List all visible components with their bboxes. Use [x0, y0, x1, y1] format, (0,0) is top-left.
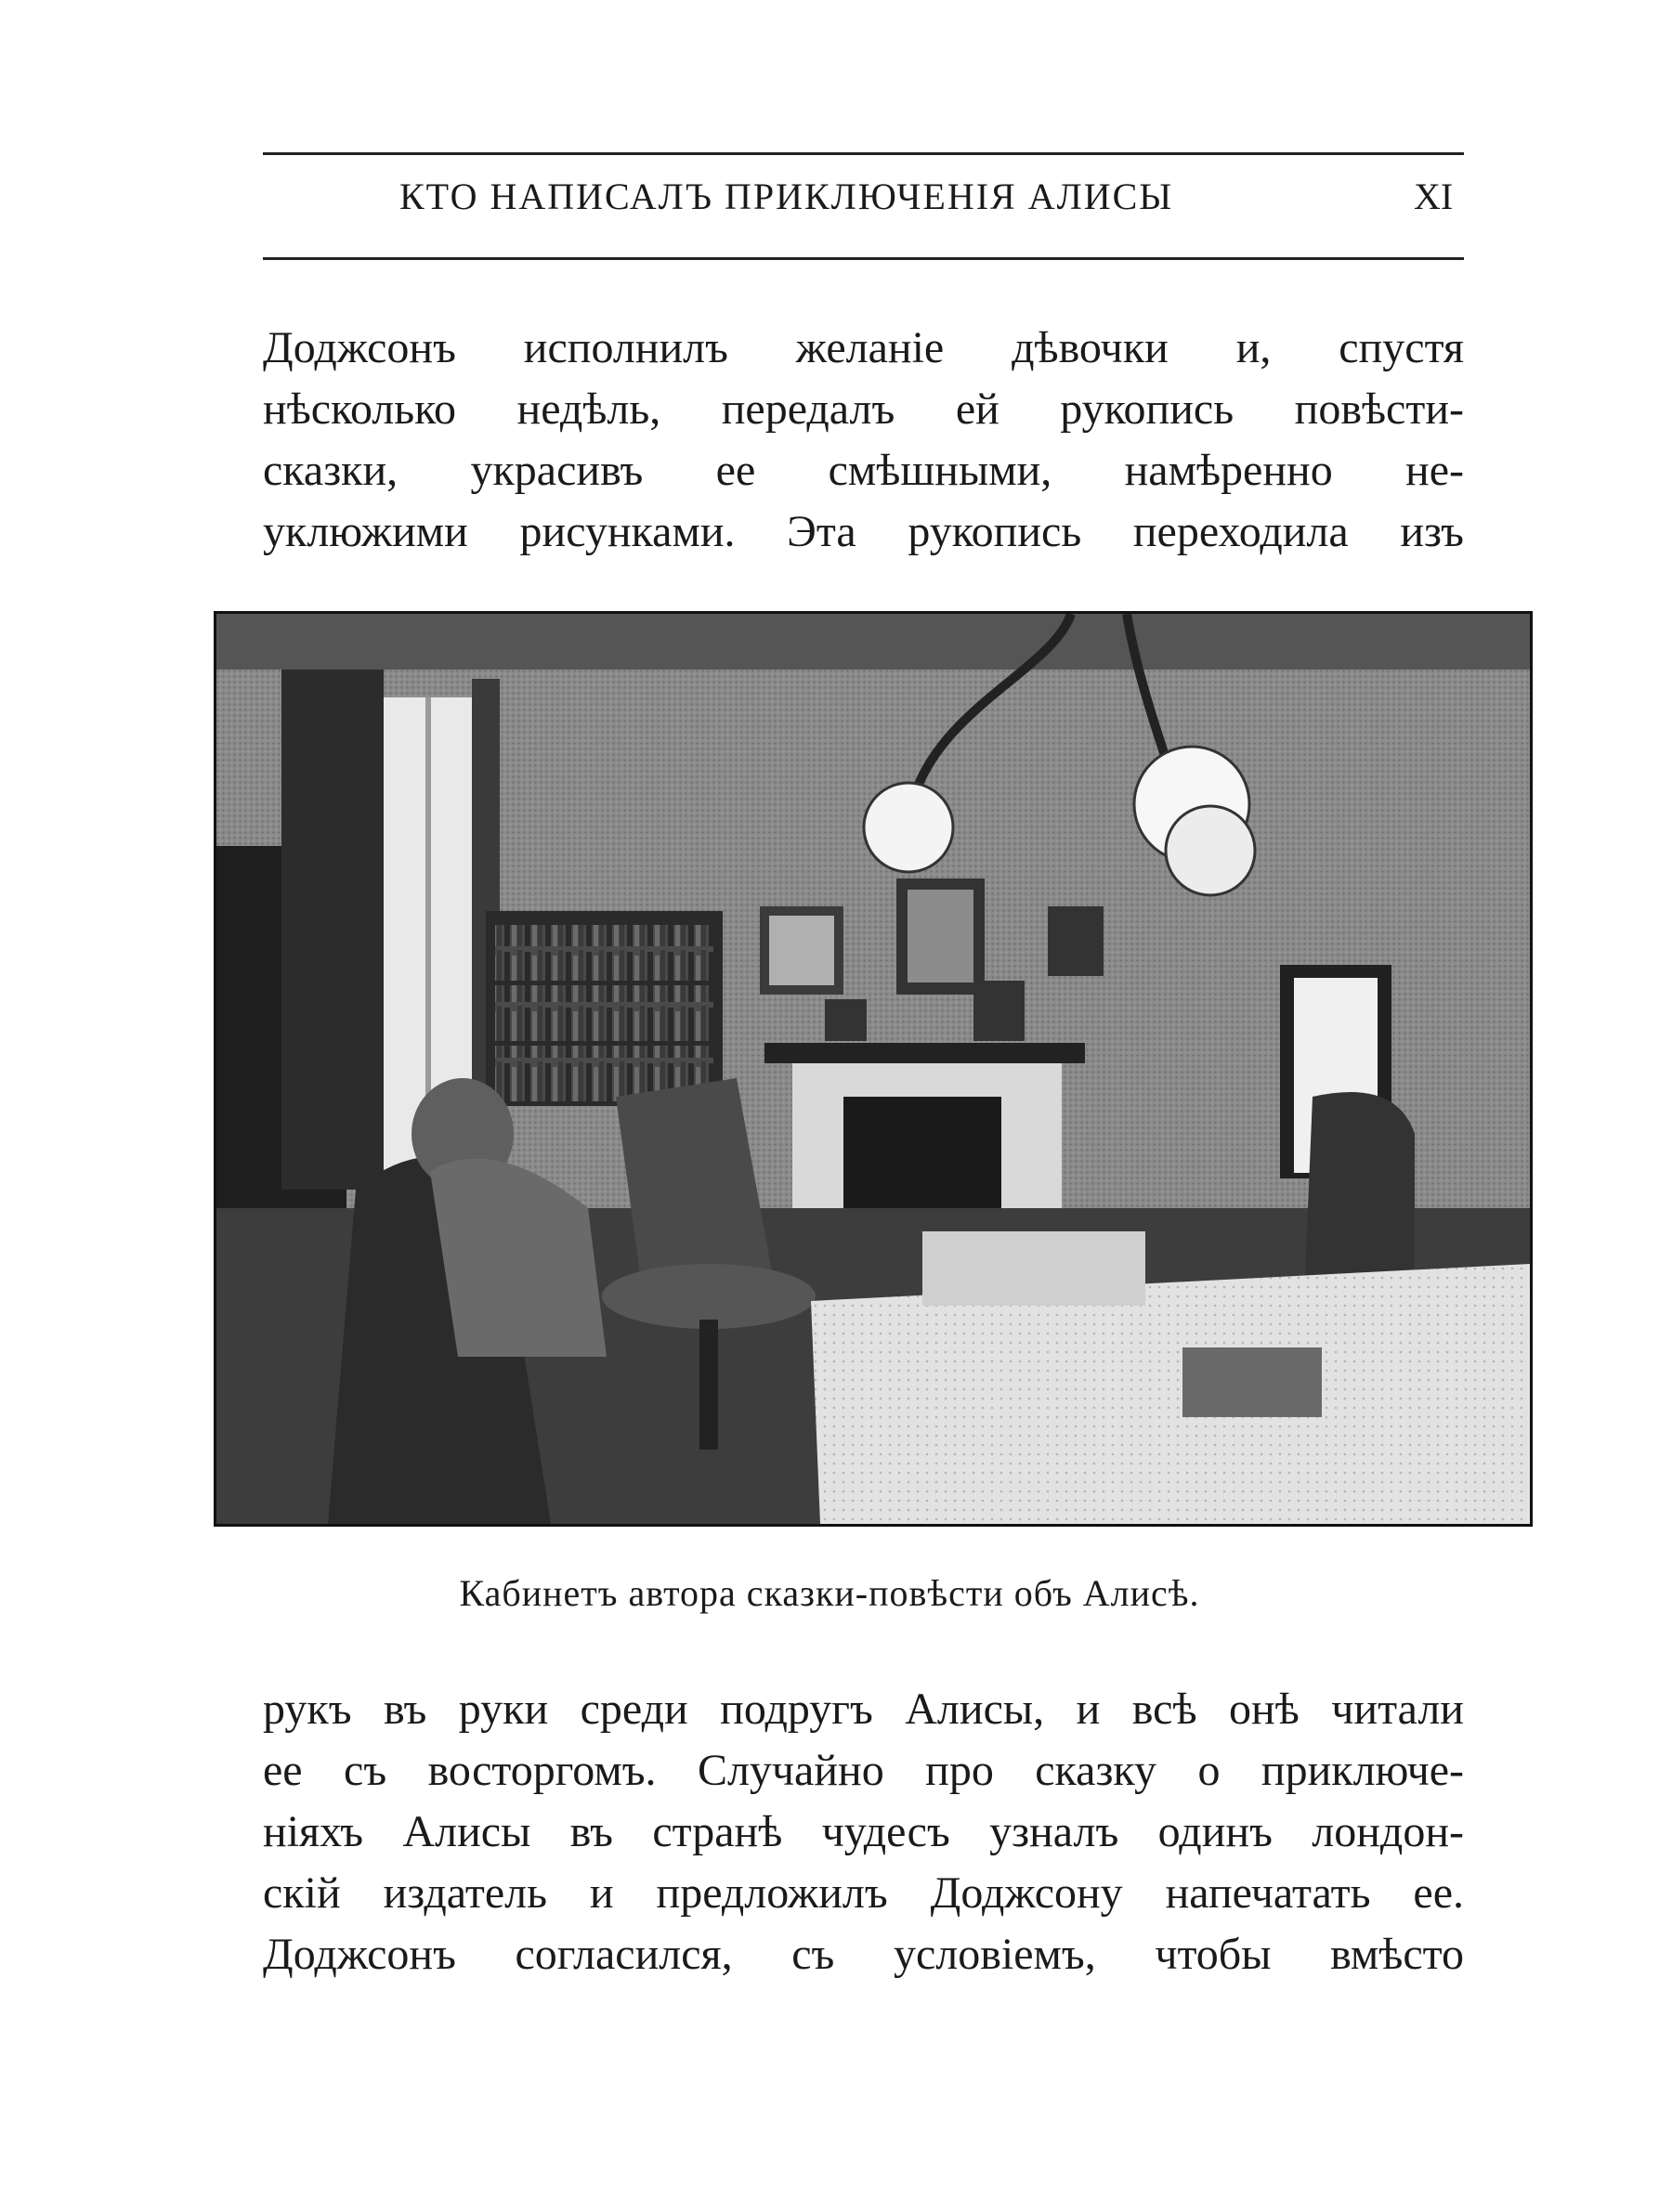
text-line: уклюжими рисунками. Эта рукопись переходила изъ	[263, 507, 1464, 556]
table-leg	[699, 1320, 718, 1450]
small-table	[602, 1264, 816, 1329]
page-number: XI	[1414, 176, 1454, 217]
table-cloth	[811, 1264, 1530, 1524]
header-rule-bottom	[263, 257, 1464, 260]
books-shelf-1	[495, 925, 713, 981]
small-frame-2	[973, 981, 1025, 1041]
wall-picture-3	[1048, 906, 1104, 976]
wall-picture-2-inner	[908, 890, 973, 982]
lamp-globe-1	[864, 783, 953, 872]
book-on-table	[1182, 1347, 1322, 1417]
running-title: КТО НАПИСАЛЪ ПРИКЛЮЧЕНІЯ АЛИСЫ	[399, 176, 1174, 217]
paragraph-top	[263, 318, 1464, 563]
text-line: скій издатель и предложилъ Доджсону напечатать ее.	[263, 1868, 1464, 1918]
books-shelf-2	[495, 985, 713, 1041]
writing-desk	[922, 1231, 1145, 1306]
mantelpiece	[764, 1043, 1085, 1063]
illustration-study-room	[214, 611, 1533, 1527]
text-line: рукъ въ руки среди подругъ Алисы, и всѣ онѣ читали	[263, 1685, 1464, 1734]
text-line: Доджсонъ исполнилъ желаніе дѣвочки и, спустя	[263, 323, 1464, 372]
small-frame-1	[825, 999, 867, 1041]
wall-picture-1-inner	[769, 916, 834, 985]
fireplace-opening	[843, 1097, 1001, 1208]
paragraph-bottom	[263, 1679, 1464, 1985]
text-line: сказки, украсивъ ее смѣшными, намѣренно не-	[263, 446, 1464, 495]
lamp-globe-3	[1166, 806, 1255, 895]
text-line: ніяхъ Алисы въ странѣ чудесъ узналъ одинъ лондон-	[263, 1807, 1464, 1856]
curtain	[281, 670, 384, 1190]
text-line: нѣсколько недѣль, передалъ ей рукопись повѣсти-	[263, 384, 1464, 434]
text-line: ее съ восторгомъ. Случайно про сказку о приключе-	[263, 1746, 1464, 1795]
figure-caption: Кабинетъ автора сказки-повѣсти объ Алисѣ.	[459, 1572, 1200, 1614]
header-rule-top	[263, 152, 1464, 155]
ceiling	[216, 614, 1530, 670]
text-line: Доджсонъ согласился, съ условіемъ, чтобы вмѣсто	[263, 1930, 1464, 1979]
